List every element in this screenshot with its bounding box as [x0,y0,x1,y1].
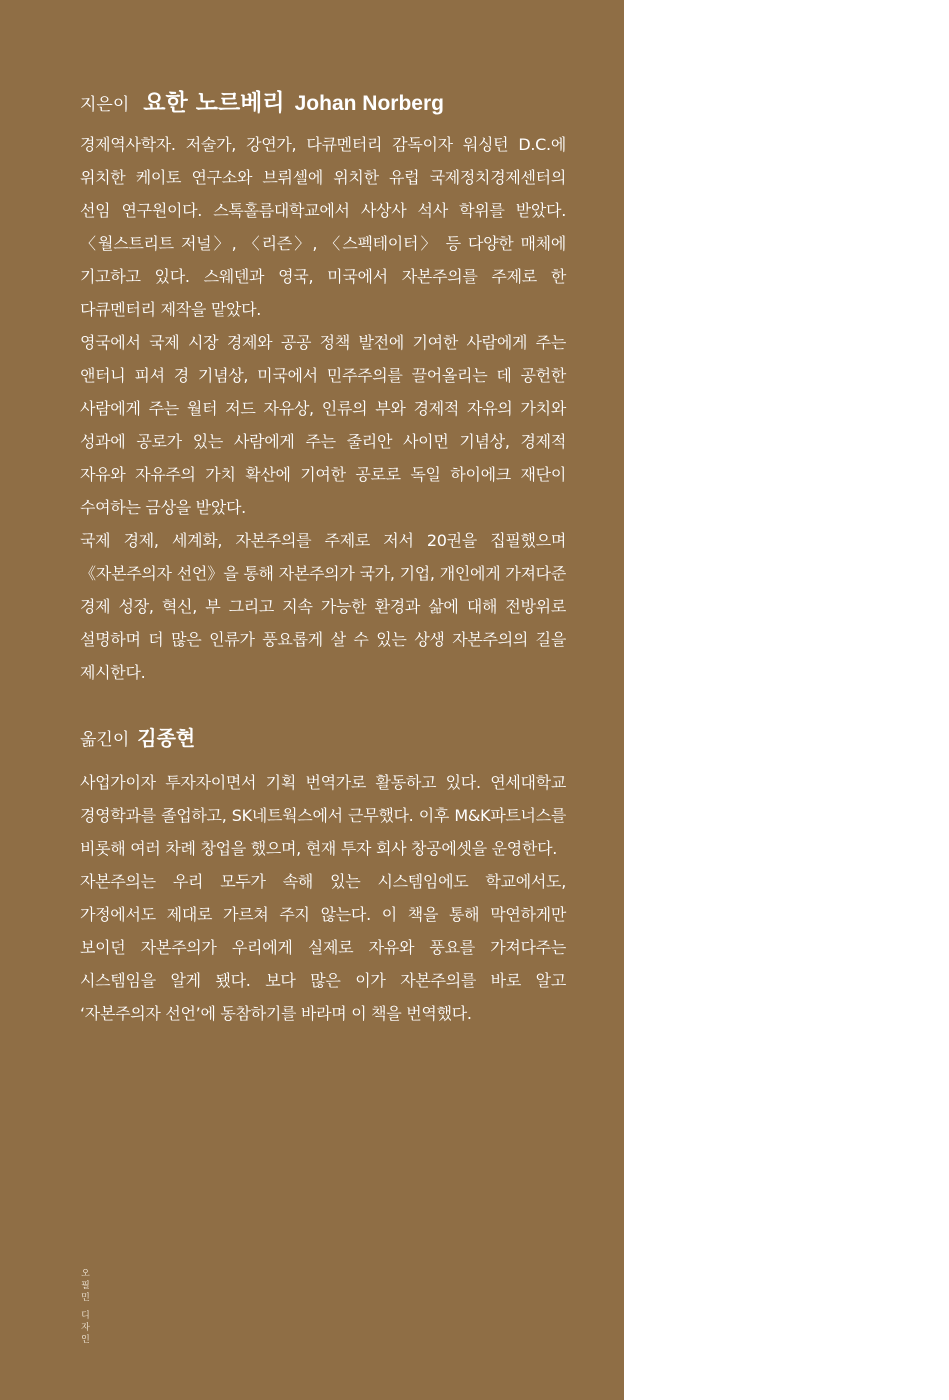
translator-name-korean: 김종현 [137,726,196,750]
translator-bio-paragraph-2: 자본주의는 우리 모두가 속해 있는 시스템임에도 학교에서도, 가정에서도 제대로 가르쳐 주지 않는다. 이 책을 통해 막연하게만 보이던 자본주의가 우리에게 실제로 자유와 풍요를 가져다주는 시스템임을 알게 됐다. 보다 많은 이가 자본주의를 바로 알고 ‘자본주의자 선언’에 동참하기를 바라며 이 책을 번역했다. [80,872,566,1023]
translator-role-label: 옮긴이 [80,730,130,750]
author-role-label: 지은이 [80,95,130,115]
translator-heading [80,722,566,756]
author-bio-paragraph-2: 영국에서 국제 시장 경제와 공공 정책 발전에 기여한 사람에게 주는 앤터니 피셔 경 기념상, 미국에서 민주주의를 끌어올리는 데 공헌한 사람에게 주는 월터 저드 자유상, 인류의 부와 경제적 자유의 가치와 성과에 공로가 있는 사람에게 주는 줄리안 사이먼 기념상, 경제적 자유와 자유주의 가치 확산에 기여한 공로로 독일 하이에크 재단이 수여하는 금상을 받았다. [80,333,566,517]
author-section [80,84,566,689]
translator-section [80,722,566,1030]
author-name-korean: 요한 노르베리 [143,90,285,116]
designer-credit: 오필민 디자인 [79,1268,89,1346]
translator-bio-paragraph-1: 사업가이자 투자자이면서 기획 번역가로 활동하고 있다. 연세대학교 경영학과를 졸업하고, SK네트웍스에서 근무했다. 이후 M&K파트너스를 비롯해 여러 차례 창업을 했으며, 현재 투자 회사 창공에셋을 운영한다. [80,773,566,858]
author-bio-paragraph-3: 국제 경제, 세계화, 자본주의를 주제로 저서 20권을 집필했으며 《자본주의자 선언》을 통해 자본주의가 국가, 기업, 개인에게 가져다준 경제 성장, 혁신, 부 그리고 지속 가능한 환경과 삶에 대해 전방위로 설명하며 더 많은 인류가 풍요롭게 살 수 있는 상생 자본주의의 길을 제시한다. [80,531,566,682]
author-heading [80,84,566,118]
author-name-english: Johan Norberg [294,92,444,115]
author-bio-paragraph-1: 경제역사학자. 저술가, 강연가, 다큐멘터리 감독이자 워싱턴 D.C.에 위치한 케이토 연구소와 브뤼셀에 위치한 유럽 국제정치경제센터의 선임 연구원이다. 스톡홀름대학교에서 사상사 석사 학위를 받았다. 〈월스트리트 저널〉, 〈리즌〉, 〈스펙테이터〉 등 다양한 매체에 기고하고 있다. 스웨덴과 영국, 미국에서 자본주의를 주제로 한 다큐멘터리 제작을 맡았다. [80,135,566,319]
